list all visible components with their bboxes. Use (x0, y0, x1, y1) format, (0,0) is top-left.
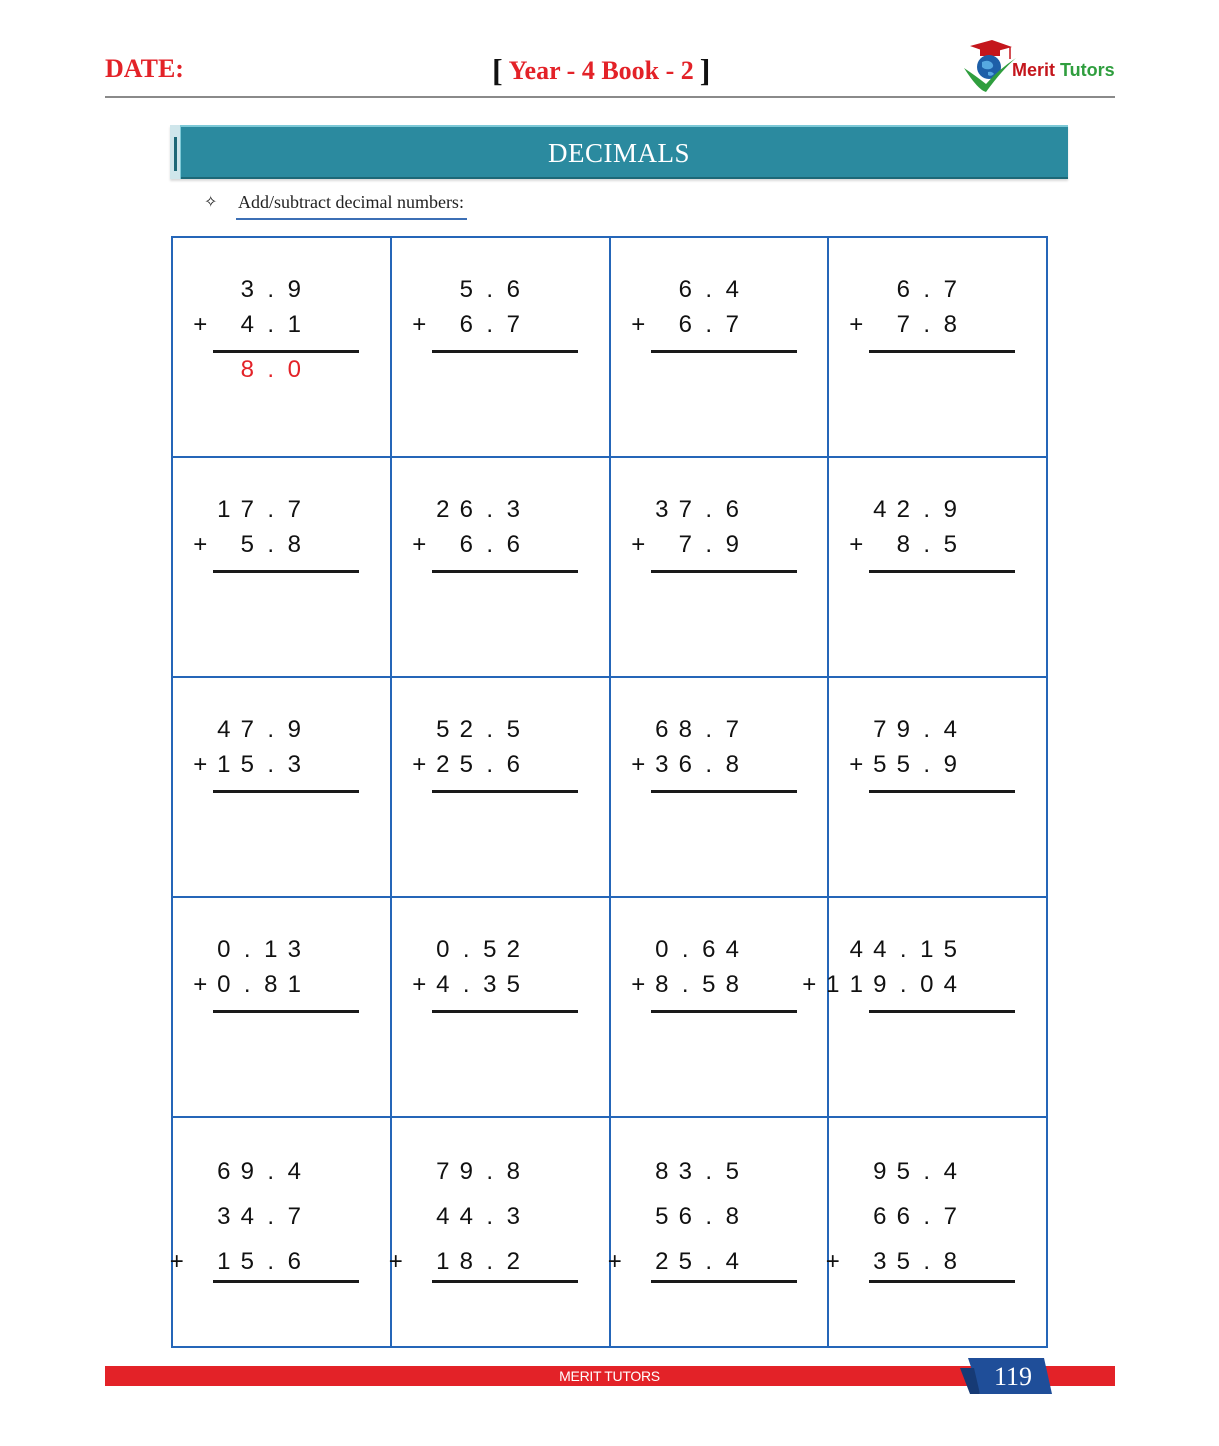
addend-row: 6 6 . 7 (873, 1203, 957, 1230)
problem-cell (609, 236, 829, 458)
star-outline-icon: ✧ (204, 194, 218, 211)
answer-line (213, 1010, 359, 1013)
addend-row: 9 5 . 4 (873, 1158, 957, 1185)
answer-line (432, 570, 578, 573)
addend-row-with-plus: + 3 5 . 8 (825, 1248, 957, 1275)
addend-row: 8 3 . 5 (655, 1158, 739, 1185)
addend-row: 7 9 . 8 (436, 1158, 520, 1185)
problem-cell (390, 896, 611, 1118)
answer-line (869, 790, 1015, 793)
addend-row-with-plus: + 2 5 . 6 (412, 751, 520, 778)
answer-line (432, 1010, 578, 1013)
answer-line (651, 350, 797, 353)
header-divider (105, 96, 1115, 98)
problem-cell (609, 1116, 829, 1348)
answer-line (432, 790, 578, 793)
addend-row: 6 9 . 4 (217, 1158, 301, 1185)
addend-row-with-plus: + 0 . 8 1 (193, 971, 301, 998)
problem-cell (171, 1116, 392, 1348)
addend-row-with-plus: + 7 . 8 (849, 311, 957, 338)
addend-row-with-plus: + 5 . 8 (193, 531, 301, 558)
section-banner (170, 125, 1068, 179)
problem-cell (609, 676, 829, 898)
bracket-open: [ (492, 52, 503, 88)
answer-line (213, 790, 359, 793)
problem-cell (827, 1116, 1048, 1348)
answer-line (432, 1280, 578, 1283)
addend-row-with-plus: + 6 . 6 (412, 531, 520, 558)
addend-row-with-plus: + 1 1 9 . 0 4 (802, 971, 957, 998)
section-title: DECIMALS (547, 138, 690, 168)
addend-row-with-plus: + 1 5 . 6 (169, 1248, 301, 1275)
answer-line (432, 350, 578, 353)
footer-text: MERIT TUTORS (559, 1368, 660, 1384)
addend-row-with-plus: + 4 . 3 5 (412, 971, 520, 998)
addend-row: 0 . 6 4 (655, 936, 739, 963)
answer-line (869, 350, 1015, 353)
logo-word-tutors: Tutors (1060, 60, 1115, 80)
addend-row-with-plus: + 8 . 5 8 (631, 971, 739, 998)
problem-cell (609, 896, 829, 1118)
answer-line (869, 570, 1015, 573)
addend-row: 4 7 . 9 (217, 716, 301, 743)
instruction-text: Add/subtract decimal numbers: (238, 192, 464, 212)
addend-row-with-plus: + 6 . 7 (412, 311, 520, 338)
addend-row-with-plus: + 1 8 . 2 (388, 1248, 520, 1275)
bracket-close: ] (699, 52, 711, 88)
answer-line (213, 570, 359, 573)
addend-row: 5 . 6 (459, 276, 520, 303)
problem-cell (827, 456, 1048, 678)
addend-row-with-plus: + 8 . 5 (849, 531, 957, 558)
addend-row: 4 4 . 3 (436, 1203, 520, 1230)
addend-row: 6 . 7 (896, 276, 957, 303)
answer-line (651, 1010, 797, 1013)
page-number: 119 (993, 1362, 1033, 1391)
answer-line (213, 1280, 359, 1283)
addend-row: 2 6 . 3 (436, 496, 520, 523)
problem-grid (171, 236, 1048, 1348)
problem-cell (390, 1116, 611, 1348)
answer-value: 8 . 0 (240, 356, 301, 383)
problem-cell (390, 456, 611, 678)
problem-cell (171, 456, 392, 678)
addend-row-with-plus: + 4 . 1 (193, 311, 301, 338)
answer-line (213, 350, 359, 353)
addend-row: 3 . 9 (240, 276, 301, 303)
addend-row: 4 2 . 9 (873, 496, 957, 523)
instruction-underline (236, 218, 467, 220)
problem-cell (390, 676, 611, 898)
problem-cell (802, 896, 1048, 1118)
addend-row: 6 . 4 (678, 276, 739, 303)
problem-cell (390, 236, 611, 458)
problem-cell (827, 236, 1048, 458)
answer-line (651, 570, 797, 573)
answer-line (869, 1010, 1015, 1013)
date-label: DATE: (105, 54, 184, 83)
answer-line (869, 1280, 1015, 1283)
problem-cell (609, 456, 829, 678)
addend-row-with-plus: + 1 5 . 3 (193, 751, 301, 778)
problem-cell (171, 896, 392, 1118)
addend-row-with-plus: + 5 5 . 9 (849, 751, 957, 778)
addend-row: 4 4 . 1 5 (849, 936, 957, 963)
addend-row: 0 . 1 3 (217, 936, 301, 963)
answer-line (651, 1280, 797, 1283)
addend-row: 5 2 . 5 (436, 716, 520, 743)
problem-cell (171, 676, 392, 898)
answer-line (651, 790, 797, 793)
addend-row-with-plus: + 7 . 9 (631, 531, 739, 558)
addend-row-with-plus: + 3 6 . 8 (631, 751, 739, 778)
problem-cell (827, 676, 1048, 898)
addend-row-with-plus: + 6 . 7 (631, 311, 739, 338)
addend-row: 3 7 . 6 (655, 496, 739, 523)
addend-row: 5 6 . 8 (655, 1203, 739, 1230)
addend-row: 0 . 5 2 (436, 936, 520, 963)
problem-cell (171, 236, 392, 458)
addend-row: 1 7 . 7 (217, 496, 301, 523)
addend-row: 6 8 . 7 (655, 716, 739, 743)
logo-word-merit: Merit (1012, 60, 1056, 80)
addend-row: 7 9 . 4 (873, 716, 957, 743)
book-title-text: Year - 4 Book - 2 (508, 56, 694, 85)
logo-text (1012, 60, 1115, 81)
book-title (492, 50, 710, 87)
addend-row: 3 4 . 7 (217, 1203, 301, 1230)
addend-row-with-plus: + 2 5 . 4 (607, 1248, 739, 1275)
